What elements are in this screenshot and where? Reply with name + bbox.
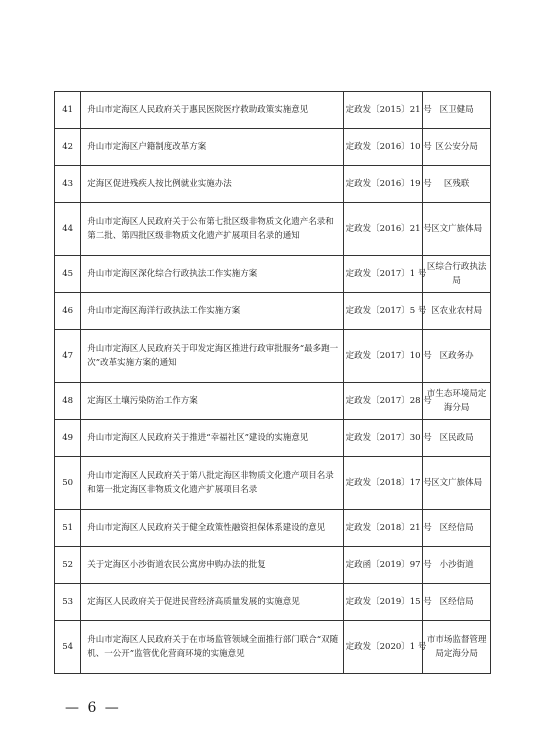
document-code: 定政发〔2017〕28 号: [343, 383, 423, 420]
row-number: 54: [55, 621, 81, 674]
table-row: [55, 166, 491, 203]
table-row: [55, 547, 491, 584]
document-title: 舟山市定海区户籍制度改革方案: [81, 129, 343, 166]
table-row: [55, 256, 491, 293]
responsible-department: 区卫健局: [423, 92, 491, 129]
document-title: 舟山市定海区人民政府关于在市场监管领域全面推行部门联合“双随机、一公开”监管优化营商环境的实施意见: [81, 621, 343, 674]
responsible-department: 区民政局: [423, 420, 491, 457]
row-number: 45: [55, 256, 81, 293]
table-row: [55, 129, 491, 166]
page-number: — 6 —: [65, 700, 121, 716]
document-code: 定政发〔2016〕10 号: [343, 129, 423, 166]
row-number: 43: [55, 166, 81, 203]
row-number: 42: [55, 129, 81, 166]
responsible-department: 区文广旅体局: [423, 457, 491, 510]
table-row: [55, 457, 491, 510]
table-row: [55, 584, 491, 621]
document-code: 定政发〔2017〕10 号: [343, 330, 423, 383]
document-code: 定政发〔2019〕15 号: [343, 584, 423, 621]
responsible-department: 区文广旅体局: [423, 203, 491, 256]
document-code: 定政发〔2018〕17 号: [343, 457, 423, 510]
responsible-department: 小沙街道: [423, 547, 491, 584]
document-code: 定政发〔2020〕1 号: [343, 621, 423, 674]
row-number: 51: [55, 510, 81, 547]
table-row: [55, 621, 491, 674]
document-code: 定政发〔2018〕21 号: [343, 510, 423, 547]
row-number: 49: [55, 420, 81, 457]
document-code: 定政发〔2016〕21 号: [343, 203, 423, 256]
document-title: 舟山市定海区海洋行政执法工作实施方案: [81, 293, 343, 330]
document-code: 定政发〔2017〕5 号: [343, 293, 423, 330]
document-title: 定海区土壤污染防治工作方案: [81, 383, 343, 420]
responsible-department: 区公安分局: [423, 129, 491, 166]
row-number: 44: [55, 203, 81, 256]
table-row: [55, 293, 491, 330]
document-title: 关于定海区小沙街道农民公寓房申购办法的批复: [81, 547, 343, 584]
responsible-department: 区经信局: [423, 584, 491, 621]
document-code: 定政发〔2017〕30 号: [343, 420, 423, 457]
document-code: 定政函〔2019〕97 号: [343, 547, 423, 584]
responsible-department: 区残联: [423, 166, 491, 203]
table-row: [55, 203, 491, 256]
row-number: 50: [55, 457, 81, 510]
document-title: 舟山市定海区人民政府关于健全政策性融资担保体系建设的意见: [81, 510, 343, 547]
document-title: 舟山市定海区人民政府关于公布第七批区级非物质文化遗产名录和第二批、第四批区级非物质文化遗产扩展项目名录的通知: [81, 203, 343, 256]
responsible-department: 区综合行政执法局: [423, 256, 491, 293]
responsible-department: 区经信局: [423, 510, 491, 547]
responsible-department: 区农业农村局: [423, 293, 491, 330]
table-row: [55, 420, 491, 457]
document-code: 定政发〔2015〕21 号: [343, 92, 423, 129]
table-row: [55, 383, 491, 420]
responsible-department: 市市场监督管理局定海分局: [423, 621, 491, 674]
responsible-department: 区政务办: [423, 330, 491, 383]
table-row: [55, 330, 491, 383]
document-title: 舟山市定海区人民政府关于第八批定海区非物质文化遗产项目名录和第一批定海区非物质文化遗产扩展项目名录: [81, 457, 343, 510]
row-number: 48: [55, 383, 81, 420]
row-number: 47: [55, 330, 81, 383]
document-code: 定政发〔2016〕19 号: [343, 166, 423, 203]
document-title: 舟山市定海区人民政府关于印发定海区推进行政审批服务“最多跑一次”改革实施方案的通知: [81, 330, 343, 383]
table-row: [55, 510, 491, 547]
responsible-department: 市生态环境局定海分局: [423, 383, 491, 420]
document-title: 舟山市定海区深化综合行政执法工作实施方案: [81, 256, 343, 293]
policy-document-table: [54, 91, 491, 674]
document-title: 舟山市定海区人民政府关于惠民医院医疗救助政策实施意见: [81, 92, 343, 129]
document-title: 舟山市定海区人民政府关于推进“幸福社区”建设的实施意见: [81, 420, 343, 457]
row-number: 46: [55, 293, 81, 330]
row-number: 52: [55, 547, 81, 584]
document-title: 定海区促进残疾人按比例就业实施办法: [81, 166, 343, 203]
document-code: 定政发〔2017〕1 号: [343, 256, 423, 293]
row-number: 53: [55, 584, 81, 621]
document-title: 定海区人民政府关于促进民营经济高质量发展的实施意见: [81, 584, 343, 621]
row-number: 41: [55, 92, 81, 129]
table-row: [55, 92, 491, 129]
